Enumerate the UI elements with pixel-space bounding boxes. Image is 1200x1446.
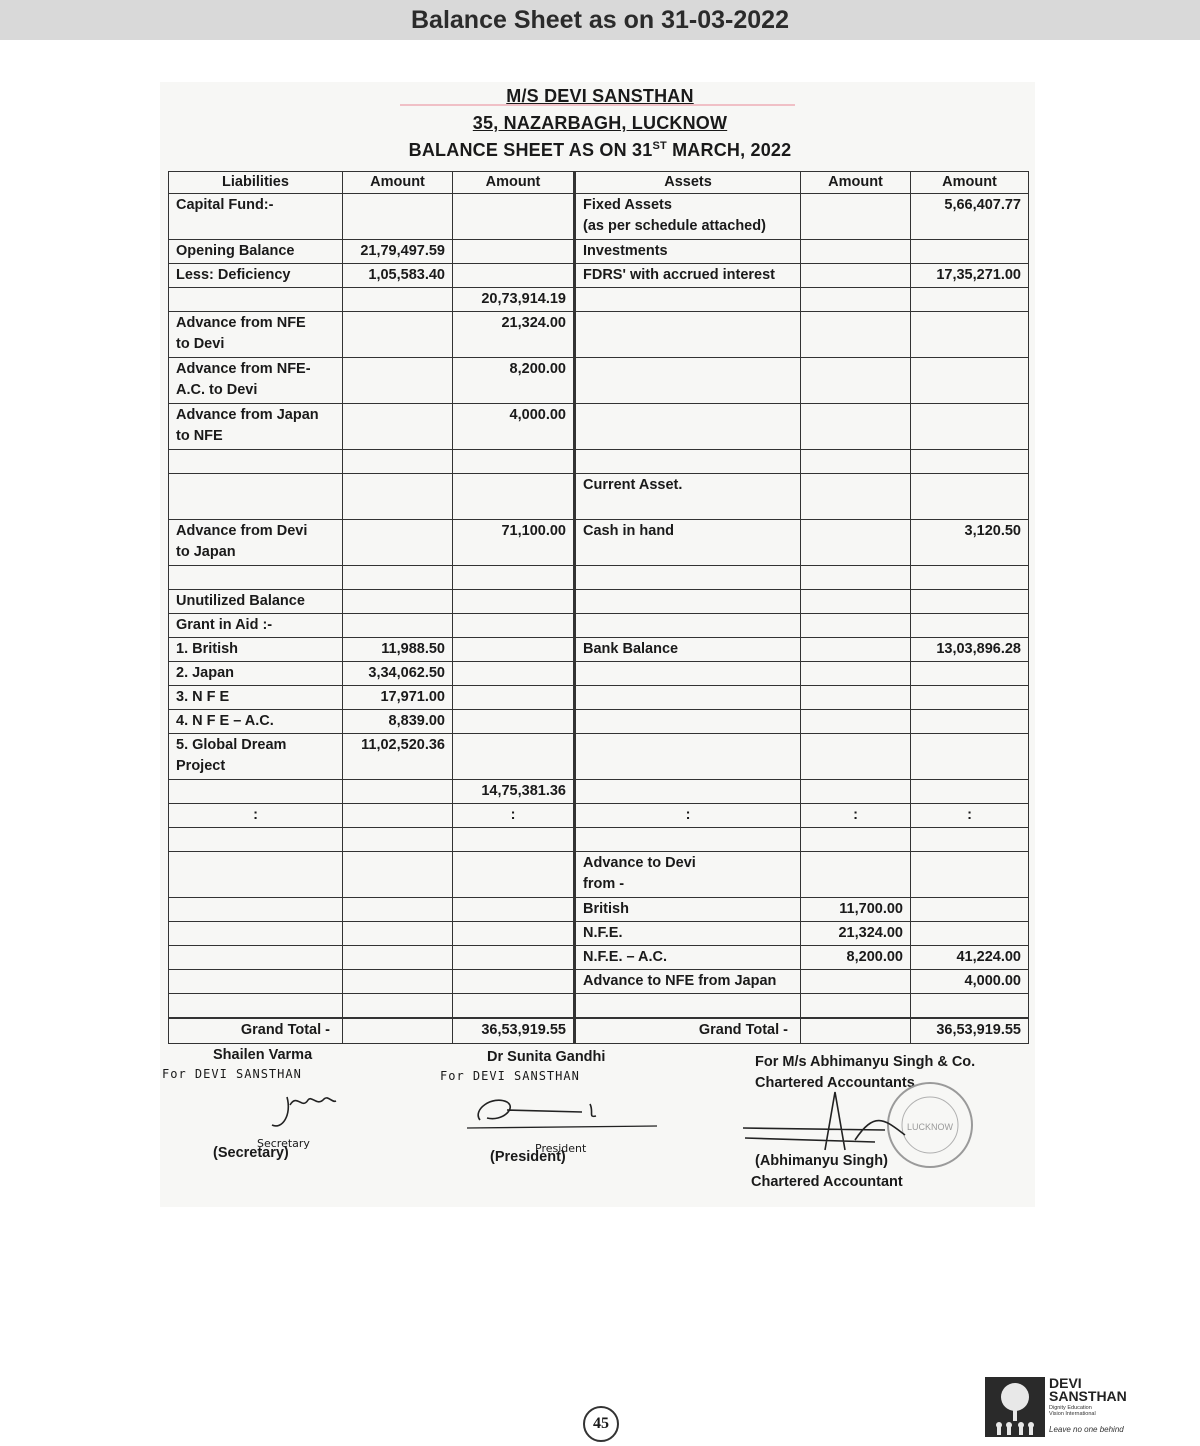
secretary-name: Shailen Varma bbox=[213, 1047, 313, 1063]
logo-tagline: Dignity Education Vision International bbox=[1049, 1405, 1096, 1417]
secretary-signature-block bbox=[213, 1047, 312, 1063]
asset-amount bbox=[801, 566, 911, 590]
table-row bbox=[169, 662, 1029, 686]
liability-total bbox=[453, 898, 575, 922]
asset-label: British bbox=[575, 898, 801, 922]
asset-amount bbox=[801, 194, 911, 240]
asset-amount: 11,700.00 bbox=[801, 898, 911, 922]
liability-amount bbox=[343, 194, 453, 240]
asset-total bbox=[911, 922, 1029, 946]
liability-amount bbox=[343, 780, 453, 804]
liability-label bbox=[169, 780, 343, 804]
liability-label: Advance from Japan to NFE bbox=[169, 404, 343, 450]
liability-total bbox=[453, 264, 575, 288]
col-amount: Amount bbox=[801, 172, 911, 194]
liability-total: 4,000.00 bbox=[453, 404, 575, 450]
liability-total bbox=[453, 970, 575, 994]
liability-amount: 3,34,062.50 bbox=[343, 662, 453, 686]
table-cell bbox=[801, 1018, 911, 1044]
liability-label: Grant in Aid :- bbox=[169, 614, 343, 638]
asset-label bbox=[575, 780, 801, 804]
liability-total bbox=[453, 946, 575, 970]
asset-amount bbox=[801, 590, 911, 614]
liability-amount: 8,839.00 bbox=[343, 710, 453, 734]
liability-label bbox=[169, 852, 343, 898]
liability-total bbox=[453, 852, 575, 898]
asset-label bbox=[575, 566, 801, 590]
asset-total bbox=[911, 240, 1029, 264]
secretary-for-line: For DEVI SANSTHAN bbox=[162, 1067, 302, 1081]
table-row bbox=[169, 264, 1029, 288]
table-row bbox=[169, 358, 1029, 404]
liability-label: 5. Global Dream Project bbox=[169, 734, 343, 780]
table-row bbox=[169, 520, 1029, 566]
table-header-row bbox=[169, 172, 1029, 194]
president-signature bbox=[462, 1090, 662, 1135]
asset-amount bbox=[801, 686, 911, 710]
liability-amount bbox=[343, 804, 453, 828]
asset-total bbox=[911, 780, 1029, 804]
asset-label bbox=[575, 828, 801, 852]
asset-total bbox=[911, 710, 1029, 734]
asset-label bbox=[575, 312, 801, 358]
asset-total bbox=[911, 852, 1029, 898]
table-row bbox=[169, 638, 1029, 662]
asset-total: 3,120.50 bbox=[911, 520, 1029, 566]
asset-total bbox=[911, 994, 1029, 1019]
asset-amount bbox=[801, 474, 911, 520]
liability-amount bbox=[343, 450, 453, 474]
page-banner bbox=[0, 0, 1200, 40]
asset-label bbox=[575, 710, 801, 734]
asset-amount bbox=[801, 312, 911, 358]
liability-total: : bbox=[453, 804, 575, 828]
asset-total bbox=[911, 358, 1029, 404]
liability-label: : bbox=[169, 804, 343, 828]
asset-amount: 8,200.00 bbox=[801, 946, 911, 970]
liability-label bbox=[169, 566, 343, 590]
asset-total bbox=[911, 566, 1029, 590]
table-row bbox=[169, 194, 1029, 240]
asset-label bbox=[575, 358, 801, 404]
liability-label bbox=[169, 946, 343, 970]
secretary-handwritten-title: Secretary bbox=[257, 1137, 310, 1150]
asset-total bbox=[911, 734, 1029, 780]
asset-amount bbox=[801, 828, 911, 852]
grand-total-row bbox=[169, 1018, 1029, 1044]
asset-total bbox=[911, 662, 1029, 686]
table-row bbox=[169, 404, 1029, 450]
asset-amount bbox=[801, 710, 911, 734]
table-row bbox=[169, 898, 1029, 922]
liability-amount bbox=[343, 474, 453, 520]
liability-total bbox=[453, 734, 575, 780]
liability-total bbox=[453, 638, 575, 662]
asset-amount bbox=[801, 994, 911, 1019]
table-row bbox=[169, 566, 1029, 590]
col-assets: Assets bbox=[575, 172, 801, 194]
liability-amount bbox=[343, 404, 453, 450]
auditor-firm-role: Chartered Accountants bbox=[755, 1075, 915, 1091]
liability-amount bbox=[343, 312, 453, 358]
liability-total: 20,73,914.19 bbox=[453, 288, 575, 312]
asset-label: Bank Balance bbox=[575, 638, 801, 662]
liability-amount bbox=[343, 520, 453, 566]
col-liabilities: Liabilities bbox=[169, 172, 343, 194]
table-row bbox=[169, 734, 1029, 780]
asset-label bbox=[575, 734, 801, 780]
asset-total bbox=[911, 450, 1029, 474]
asset-amount bbox=[801, 450, 911, 474]
liability-label: Less: Deficiency bbox=[169, 264, 343, 288]
liability-total bbox=[453, 194, 575, 240]
table-row bbox=[169, 780, 1029, 804]
table-row bbox=[169, 474, 1029, 520]
sheet-title: BALANCE SHEET AS ON 31ST MARCH, 2022 bbox=[408, 140, 792, 160]
asset-label bbox=[575, 686, 801, 710]
president-for-line: For DEVI SANSTHAN bbox=[440, 1069, 580, 1083]
table-row bbox=[169, 970, 1029, 994]
asset-label: Advance to NFE from Japan bbox=[575, 970, 801, 994]
liability-total: 71,100.00 bbox=[453, 520, 575, 566]
asset-amount bbox=[801, 520, 911, 566]
col-amount: Amount bbox=[343, 172, 453, 194]
liability-label: 1. British bbox=[169, 638, 343, 662]
table-row bbox=[169, 946, 1029, 970]
liability-amount: 1,05,583.40 bbox=[343, 264, 453, 288]
page-number: 45 bbox=[583, 1406, 619, 1442]
svg-text:LUCKNOW: LUCKNOW bbox=[906, 1122, 954, 1132]
liability-label: Advance from Devi to Japan bbox=[169, 520, 343, 566]
asset-label bbox=[575, 994, 801, 1019]
liability-label bbox=[169, 922, 343, 946]
table-row bbox=[169, 710, 1029, 734]
grand-total-value: 36,53,919.55 bbox=[911, 1018, 1029, 1044]
asset-total bbox=[911, 828, 1029, 852]
liability-amount bbox=[343, 994, 453, 1019]
table-row bbox=[169, 852, 1029, 898]
col-amount: Amount bbox=[453, 172, 575, 194]
secretary-role: (Secretary) bbox=[213, 1145, 289, 1161]
asset-total bbox=[911, 288, 1029, 312]
asset-label: : bbox=[575, 804, 801, 828]
liability-total bbox=[453, 686, 575, 710]
liability-total bbox=[453, 614, 575, 638]
liability-total bbox=[453, 710, 575, 734]
liability-label bbox=[169, 828, 343, 852]
liability-amount bbox=[343, 358, 453, 404]
asset-total: : bbox=[911, 804, 1029, 828]
liability-label bbox=[169, 994, 343, 1019]
asset-amount: : bbox=[801, 804, 911, 828]
page-title: Balance Sheet as on 31-03-2022 bbox=[411, 5, 789, 34]
liability-amount bbox=[343, 898, 453, 922]
asset-total: 4,000.00 bbox=[911, 970, 1029, 994]
table-row bbox=[169, 686, 1029, 710]
liability-total bbox=[453, 240, 575, 264]
asset-label bbox=[575, 662, 801, 686]
liability-label: 2. Japan bbox=[169, 662, 343, 686]
asset-total: 13,03,896.28 bbox=[911, 638, 1029, 662]
liability-label: Unutilized Balance bbox=[169, 590, 343, 614]
asset-total bbox=[911, 686, 1029, 710]
liability-amount: 11,988.50 bbox=[343, 638, 453, 662]
table-row bbox=[169, 590, 1029, 614]
org-name: M/S DEVI SANSTHAN bbox=[506, 86, 694, 106]
asset-label bbox=[575, 404, 801, 450]
liability-label bbox=[169, 288, 343, 312]
asset-label: N.F.E. – A.C. bbox=[575, 946, 801, 970]
liability-label: Advance from NFE to Devi bbox=[169, 312, 343, 358]
liability-label bbox=[169, 898, 343, 922]
asset-amount bbox=[801, 662, 911, 686]
liability-total: 14,75,381.36 bbox=[453, 780, 575, 804]
asset-label: Fixed Assets (as per schedule attached) bbox=[575, 194, 801, 240]
liability-amount: 11,02,520.36 bbox=[343, 734, 453, 780]
table-row bbox=[169, 240, 1029, 264]
table-row bbox=[169, 828, 1029, 852]
table-row bbox=[169, 288, 1029, 312]
asset-amount bbox=[801, 614, 911, 638]
tree-icon bbox=[985, 1377, 1045, 1437]
grand-total-label: Grand Total - bbox=[169, 1018, 343, 1044]
asset-label bbox=[575, 614, 801, 638]
liability-amount bbox=[343, 614, 453, 638]
logo-motto: Leave no one behind bbox=[1049, 1425, 1124, 1434]
table-row bbox=[169, 312, 1029, 358]
liability-total bbox=[453, 450, 575, 474]
logo-name: DEVI SANSTHAN bbox=[1049, 1375, 1127, 1404]
asset-amount bbox=[801, 970, 911, 994]
president-role: (President) bbox=[490, 1149, 566, 1165]
asset-amount bbox=[801, 358, 911, 404]
liability-total bbox=[453, 590, 575, 614]
liability-total bbox=[453, 922, 575, 946]
asset-label: N.F.E. bbox=[575, 922, 801, 946]
asset-amount: 21,324.00 bbox=[801, 922, 911, 946]
table-row bbox=[169, 450, 1029, 474]
liability-label: Advance from NFE- A.C. to Devi bbox=[169, 358, 343, 404]
liability-amount bbox=[343, 852, 453, 898]
asset-amount bbox=[801, 852, 911, 898]
liability-label bbox=[169, 474, 343, 520]
asset-total bbox=[911, 590, 1029, 614]
liability-label: 3. N F E bbox=[169, 686, 343, 710]
asset-amount bbox=[801, 734, 911, 780]
grand-total-label: Grand Total - bbox=[575, 1018, 801, 1044]
auditor-role: Chartered Accountant bbox=[751, 1174, 903, 1190]
asset-total bbox=[911, 312, 1029, 358]
auditor-firm: For M/s Abhimanyu Singh & Co. bbox=[755, 1054, 976, 1070]
asset-total: 5,66,407.77 bbox=[911, 194, 1029, 240]
asset-label bbox=[575, 590, 801, 614]
liability-amount bbox=[343, 970, 453, 994]
asset-amount bbox=[801, 780, 911, 804]
asset-label: Current Asset. bbox=[575, 474, 801, 520]
liability-label bbox=[169, 970, 343, 994]
liability-amount bbox=[343, 590, 453, 614]
asset-total bbox=[911, 898, 1029, 922]
asset-amount bbox=[801, 240, 911, 264]
liability-amount bbox=[343, 946, 453, 970]
asset-label bbox=[575, 450, 801, 474]
liability-total bbox=[453, 566, 575, 590]
liability-amount: 17,971.00 bbox=[343, 686, 453, 710]
table-row bbox=[169, 804, 1029, 828]
asset-label: FDRS' with accrued interest bbox=[575, 264, 801, 288]
liability-total: 21,324.00 bbox=[453, 312, 575, 358]
balance-sheet-table bbox=[168, 171, 1029, 1044]
liability-label: Capital Fund:- bbox=[169, 194, 343, 240]
asset-label bbox=[575, 288, 801, 312]
asset-amount bbox=[801, 264, 911, 288]
liability-label: Opening Balance bbox=[169, 240, 343, 264]
secretary-signature bbox=[262, 1085, 342, 1135]
col-amount: Amount bbox=[911, 172, 1029, 194]
liability-amount bbox=[343, 288, 453, 312]
asset-label: Advance to Devi from - bbox=[575, 852, 801, 898]
asset-total bbox=[911, 614, 1029, 638]
liability-amount bbox=[343, 828, 453, 852]
liability-amount bbox=[343, 566, 453, 590]
asset-total bbox=[911, 474, 1029, 520]
auditor-name: (Abhimanyu Singh) bbox=[755, 1153, 888, 1169]
president-name: Dr Sunita Gandhi bbox=[487, 1049, 606, 1065]
devi-sansthan-logo bbox=[985, 1377, 1125, 1437]
liability-total bbox=[453, 828, 575, 852]
liability-amount bbox=[343, 922, 453, 946]
liability-label: 4. N F E – A.C. bbox=[169, 710, 343, 734]
asset-total: 17,35,271.00 bbox=[911, 264, 1029, 288]
asset-total bbox=[911, 404, 1029, 450]
asset-amount bbox=[801, 288, 911, 312]
asset-amount bbox=[801, 638, 911, 662]
table-cell bbox=[343, 1018, 453, 1044]
org-address: 35, NAZARBAGH, LUCKNOW bbox=[472, 113, 728, 133]
liability-total bbox=[453, 474, 575, 520]
asset-label: Investments bbox=[575, 240, 801, 264]
liability-amount: 21,79,497.59 bbox=[343, 240, 453, 264]
grand-total-value: 36,53,919.55 bbox=[453, 1018, 575, 1044]
table-row bbox=[169, 922, 1029, 946]
liability-total bbox=[453, 662, 575, 686]
liability-label bbox=[169, 450, 343, 474]
liability-total bbox=[453, 994, 575, 1019]
table-row bbox=[169, 994, 1029, 1019]
asset-amount bbox=[801, 404, 911, 450]
liability-total: 8,200.00 bbox=[453, 358, 575, 404]
asset-total: 41,224.00 bbox=[911, 946, 1029, 970]
table-row bbox=[169, 614, 1029, 638]
president-handwritten-title: President bbox=[535, 1142, 587, 1155]
asset-label: Cash in hand bbox=[575, 520, 801, 566]
